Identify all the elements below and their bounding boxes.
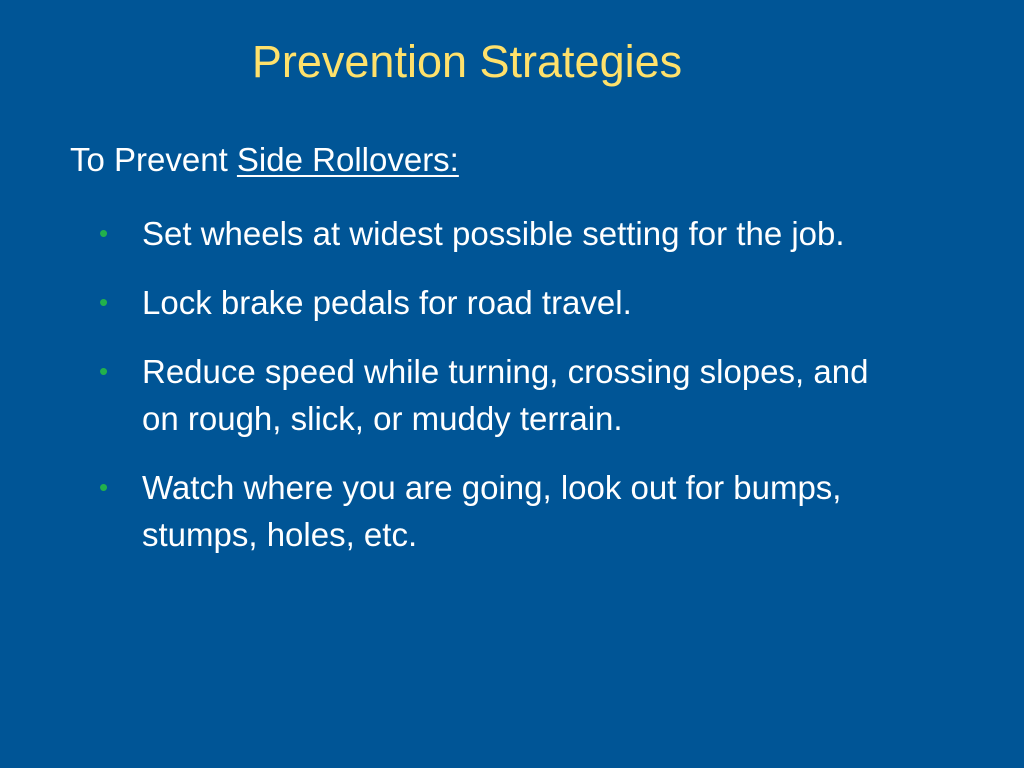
bullet-dot-icon: • xyxy=(99,287,109,317)
bullet-item xyxy=(0,210,1024,257)
slide-title: Prevention Strategies xyxy=(251,36,683,87)
bullet-dot-icon: • xyxy=(99,472,109,502)
intro-underlined-topic: Side Rollovers: xyxy=(236,141,459,178)
bullet-list xyxy=(0,210,1024,580)
bullet-item xyxy=(0,279,1024,326)
bullet-item xyxy=(0,464,1024,558)
bullet-dot-icon: • xyxy=(99,218,109,248)
bullet-text: Set wheels at widest possible setting for the job. xyxy=(142,215,845,252)
intro-line xyxy=(70,138,459,182)
intro-prefix: To Prevent xyxy=(70,141,237,178)
bullet-text: Reduce speed while turning, crossing slopes, and on rough, slick, or muddy terrain. xyxy=(142,353,869,437)
bullet-dot-icon: • xyxy=(99,356,109,386)
bullet-text: Watch where you are going, look out for bumps, stumps, holes, etc. xyxy=(142,469,842,553)
bullet-text: Lock brake pedals for road travel. xyxy=(142,284,632,321)
bullet-item xyxy=(0,348,1024,442)
